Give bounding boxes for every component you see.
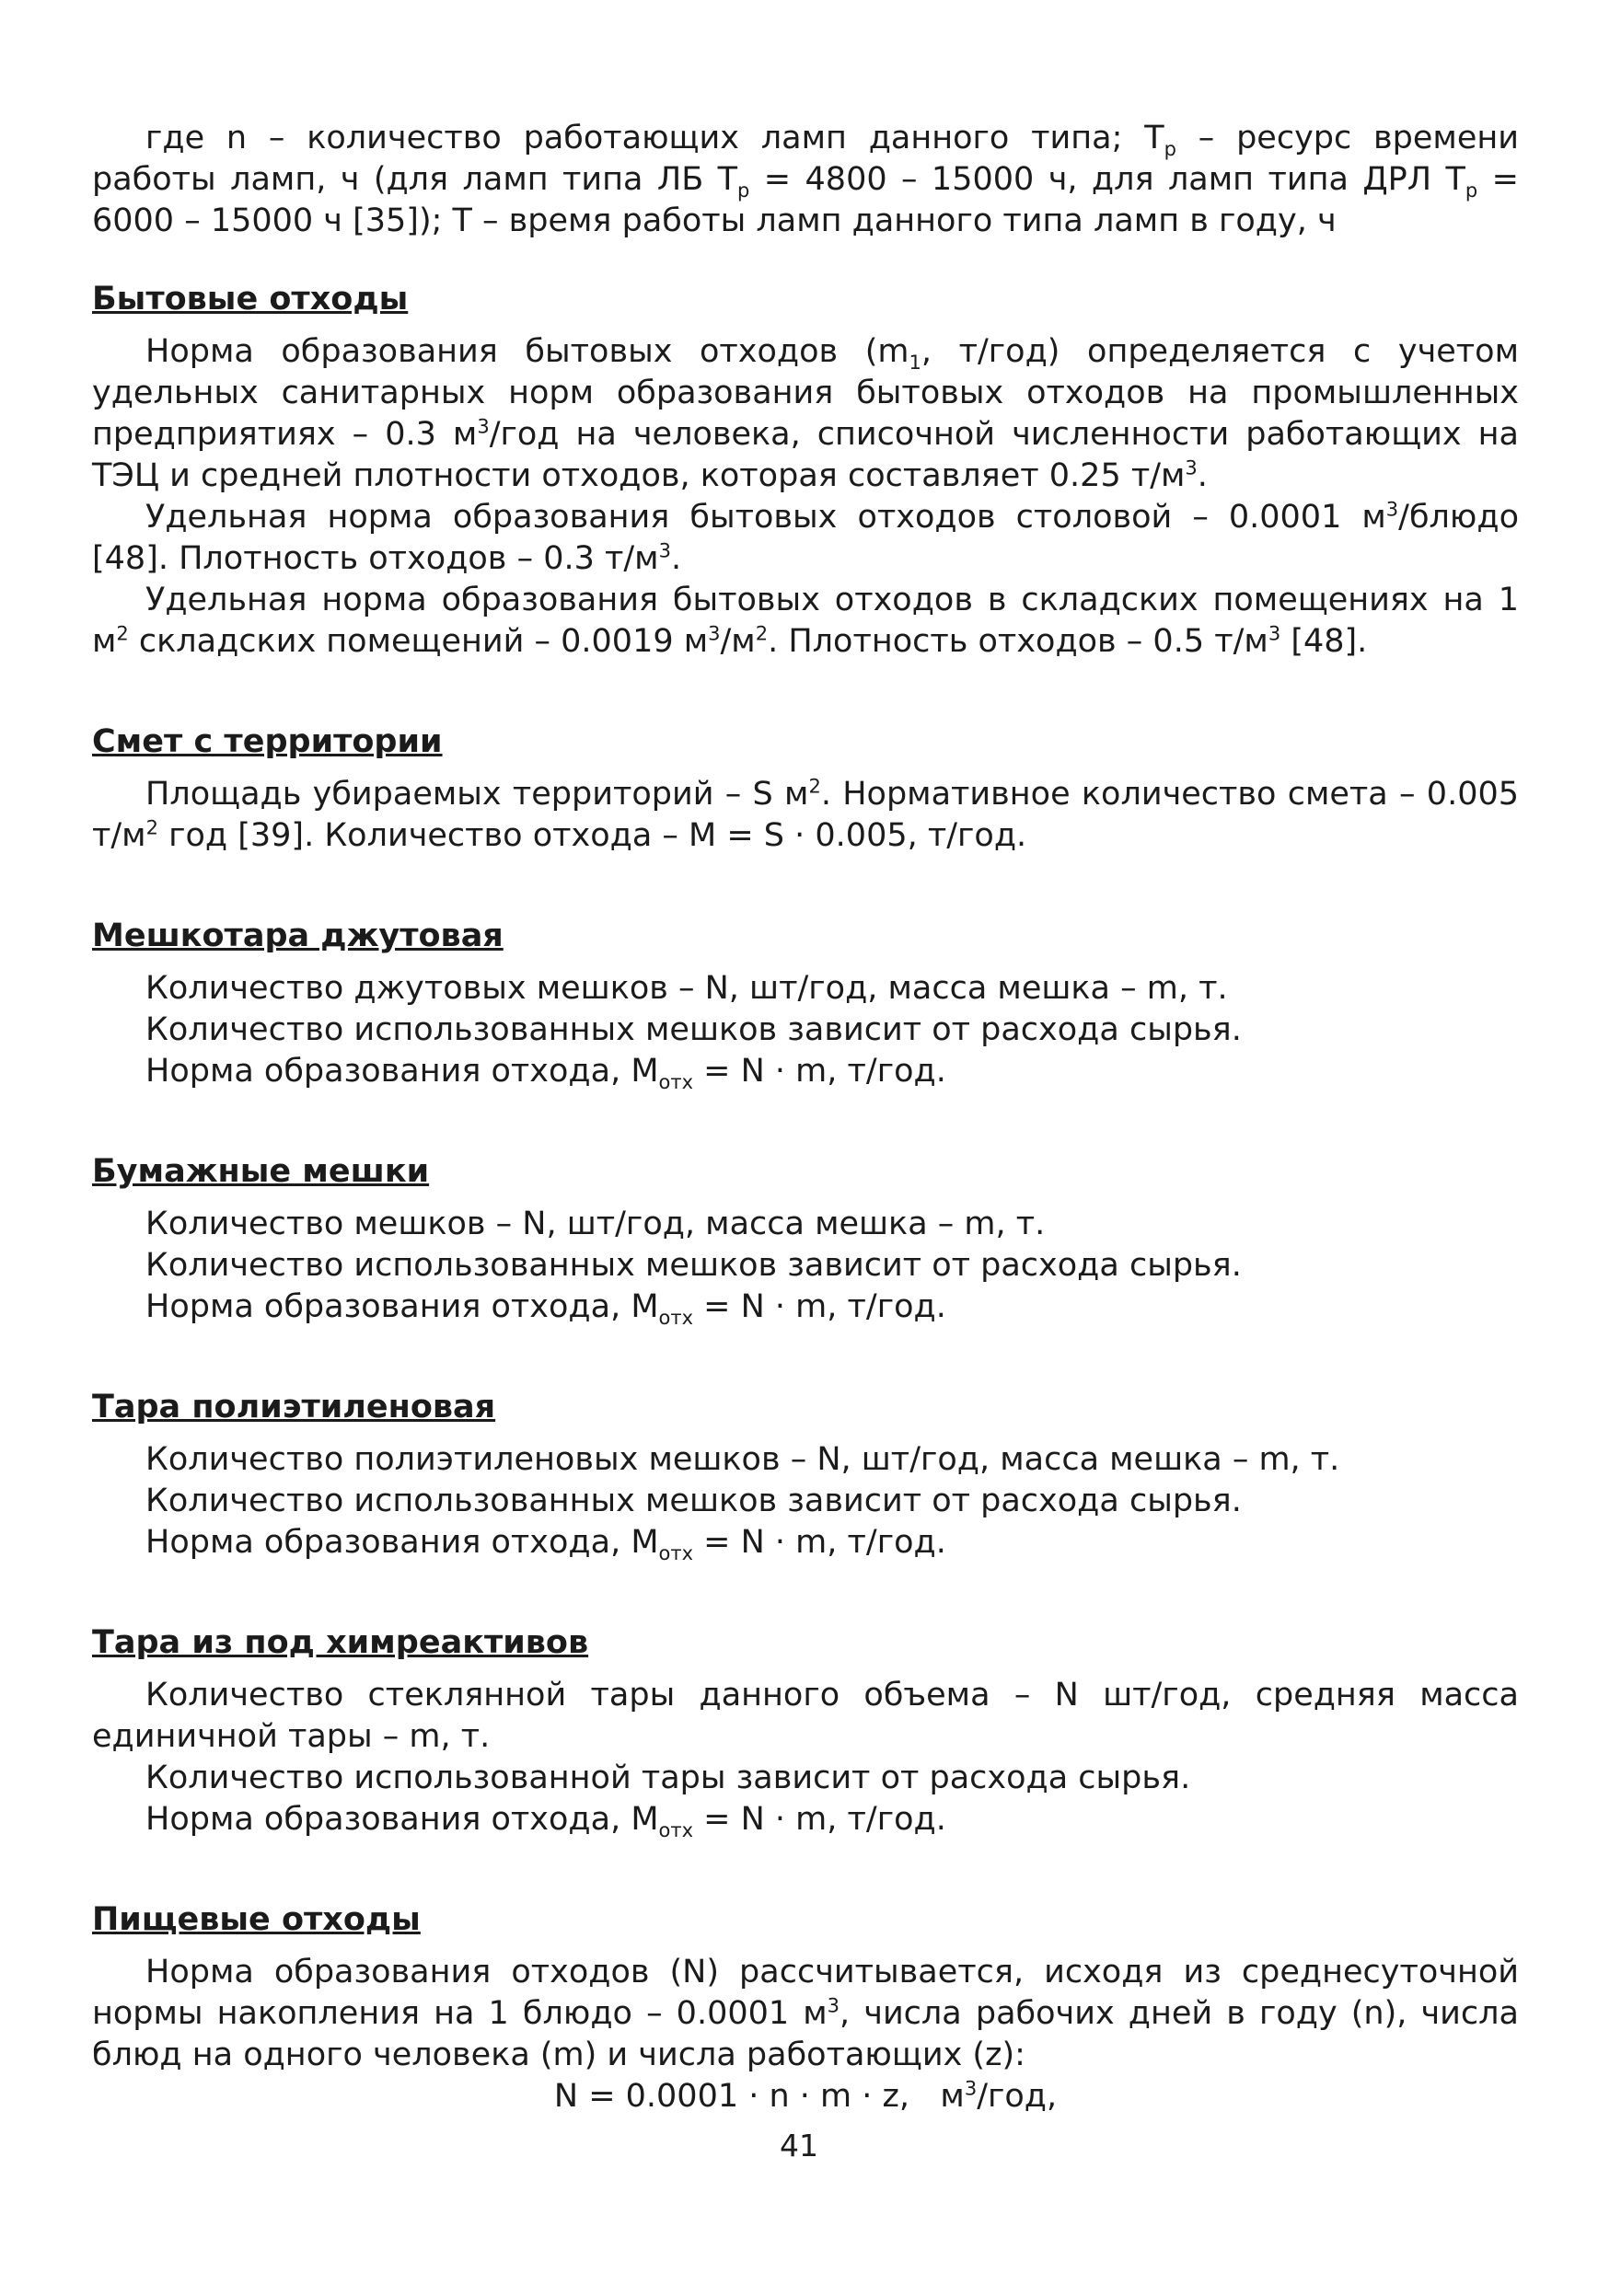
intro-paragraph: где n – количество работающих ламп данного типа; $T_р$ – ресурс времени работы ламп, ч (для ламп типа ЛБ $T_р = 4800 - 15000$ ч, для ламп типа ДРЛ $T_р = 6000 - 15000$ ч [35]); T – время работы ламп данного типа ламп в году, ч bbox=[92, 120, 1519, 239]
chem-line-2: Количество использованной тары зависит от расхода сырья. bbox=[145, 1759, 1191, 1796]
section-heading-sweep: Смет с территории bbox=[92, 723, 443, 760]
paper-line-2: Количество использованных мешков зависит от расхода сырья. bbox=[145, 1247, 1242, 1284]
jute-line-1: Количество джутовых мешков – N, шт/год, масса мешка – m, т. bbox=[145, 970, 1228, 1007]
sweep-paragraph: Площадь убираемых территорий – S $м^2$. Нормативное количество смета – 0.005 $т/м^2$ год [39]. Количество отхода – M = S · 0.005, т/год. bbox=[92, 775, 1519, 854]
household-paragraph-2: Удельная норма образования бытовых отходов столовой – 0.0001 $м^3$/блюдо [48]. Плотность отходов – 0.3 $т/м^3$. bbox=[92, 498, 1519, 577]
household-paragraph-3: Удельная норма образования бытовых отходов в складских помещениях на 1 $м^2$ складских помещений – 0.0019 $м^3/м^2$. Плотность отходов – 0.5 $т/м^3$ [48]. bbox=[92, 582, 1519, 660]
food-paragraph: Норма образования отходов (N) рассчитывается, исходя из среднесуточной нормы накопления на 1 блюдо – 0.0001 $м^3$, числа рабочих дней в году (n), числа блюд на одного человека (m) и числа работающих (z): bbox=[92, 1954, 1519, 2073]
jute-line-2: Количество использованных мешков зависит от расхода сырья. bbox=[145, 1011, 1242, 1048]
section-heading-household: Бытовые отходы bbox=[92, 281, 409, 317]
food-formula: N = 0.0001 · n · m · z, $м^3$/год, bbox=[553, 2077, 1058, 2115]
paper-line-1: Количество мешков – N, шт/год, масса мешка – m, т. bbox=[145, 1206, 1046, 1242]
poly-line-1: Количество полиэтиленовых мешков – N, шт/год, масса мешка – m, т. bbox=[145, 1441, 1340, 1478]
chem-line-3: Норма образования отхода, $M_{отх} = N \cdot m$, т/год. bbox=[145, 1801, 946, 1841]
section-heading-chem: Тара из под химреактивов bbox=[92, 1624, 589, 1661]
section-heading-poly: Тара полиэтиленовая bbox=[92, 1389, 496, 1425]
page-number: 41 bbox=[780, 2128, 818, 2163]
poly-line-3: Норма образования отхода, $M_{отх} = N \cdot m$, т/год. bbox=[145, 1524, 946, 1564]
document-page bbox=[92, 118, 1519, 2117]
section-heading-paper: Бумажные мешки bbox=[92, 1153, 430, 1190]
jute-line-3: Норма образования отхода, $M_{отх} = N \cdot m$, т/год. bbox=[145, 1053, 946, 1093]
chem-paragraph-1: Количество стеклянной тары данного объема – N шт/год, средняя масса единичной тары – m, т. bbox=[92, 1677, 1519, 1755]
paper-line-3: Норма образования отхода, $M_{отх} = N \cdot m$, т/год. bbox=[145, 1288, 946, 1329]
poly-line-2: Количество использованных мешков зависит от расхода сырья. bbox=[145, 1483, 1242, 1519]
section-heading-jute: Мешкотара джутовая bbox=[92, 917, 504, 954]
section-heading-food: Пищевые отходы bbox=[92, 1901, 421, 1938]
household-paragraph-1: Норма образования бытовых отходов ($m_1$, т/год) определяется с учетом удельных санитарных норм образования бытовых отходов на промышленных предприятиях – 0.3 $м^3$/год на человека, списочной численности работающих на ТЭЦ и средней плотности отходов, которая составляет 0.25 $т/м^3$. bbox=[92, 333, 1519, 494]
